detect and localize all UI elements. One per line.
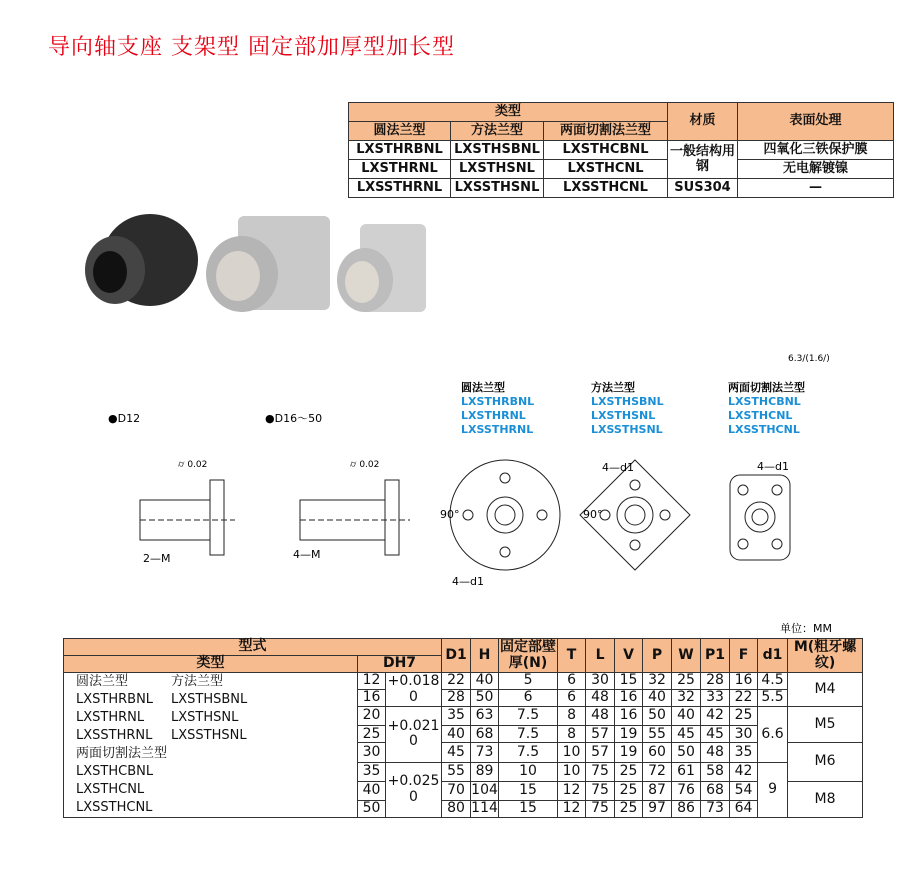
cell: 89: [471, 762, 499, 781]
cell: 25: [730, 707, 758, 726]
cell: 25: [672, 673, 701, 690]
thread-size: M4: [788, 673, 863, 707]
cell: 15: [499, 781, 558, 800]
type-code: 圆法兰型: [76, 674, 129, 689]
cell: 40: [471, 673, 499, 690]
cell: 97: [643, 801, 672, 818]
cell: 7.5: [499, 707, 558, 726]
cell: 19: [615, 726, 643, 743]
cell: 16: [615, 707, 643, 726]
thread-size: M6: [788, 743, 863, 782]
page-title: 导向轴支座 支架型 固定部加厚型加长型: [48, 35, 455, 60]
cell: 8: [558, 707, 586, 726]
cell: 48: [586, 707, 615, 726]
header-form: 型式: [64, 639, 442, 656]
cell: —: [738, 179, 894, 198]
tolerance: +0.018 0: [386, 673, 442, 707]
cell: 32: [643, 673, 672, 690]
code: LXSTHRNL: [461, 409, 526, 422]
header-m: M(粗牙螺纹): [788, 639, 863, 673]
cell: 45: [442, 743, 471, 762]
cell: 22: [442, 673, 471, 690]
header-cut: 两面切割法兰型: [544, 122, 668, 141]
header-type: 类型: [349, 103, 668, 122]
cell: 80: [442, 801, 471, 818]
cell: 40: [643, 690, 672, 707]
type-code: LXSTHRBNL: [76, 692, 154, 707]
hole-d1-label: 4—d1: [757, 460, 789, 473]
cut-codes: [728, 381, 805, 437]
cell: 68: [701, 781, 730, 800]
cell: 104: [471, 781, 499, 800]
cell: 5: [499, 673, 558, 690]
cell: 63: [471, 707, 499, 726]
cell: 30: [586, 673, 615, 690]
cell: 73: [701, 801, 730, 818]
cell: 6: [499, 690, 558, 707]
round-title: 圆法兰型: [461, 381, 505, 394]
cell: 58: [701, 762, 730, 781]
cell: 6: [558, 673, 586, 690]
cell: 16: [730, 673, 758, 690]
cell: 50: [471, 690, 499, 707]
cell: LXSTHRNL: [349, 160, 451, 179]
bore-size: 20: [358, 707, 386, 726]
cell: 48: [586, 690, 615, 707]
side-view-d16: [300, 480, 410, 555]
header-h: H: [471, 639, 499, 673]
cell: 68: [471, 726, 499, 743]
code: LXSTHCBNL: [728, 395, 801, 408]
table-row: [64, 673, 863, 690]
cell: 45: [701, 726, 730, 743]
bore-size: 25: [358, 726, 386, 743]
d1-value: 9: [758, 762, 788, 818]
cell: 10: [499, 762, 558, 781]
unit-label: 单位：MM: [780, 622, 832, 635]
cell: 57: [586, 726, 615, 743]
header-round: 圆法兰型: [349, 122, 451, 141]
code: LXSTHCNL: [728, 409, 793, 422]
type-code: LXSSTHCNL: [76, 800, 153, 815]
cell: 40: [672, 707, 701, 726]
cell: 76: [672, 781, 701, 800]
cell: 15: [499, 801, 558, 818]
header-p: P: [643, 639, 672, 673]
header-p1: P1: [701, 639, 730, 673]
cell: 12: [558, 781, 586, 800]
product-photos: [70, 210, 430, 325]
header-type: 类型: [64, 656, 358, 673]
bore-size: 40: [358, 781, 386, 800]
spec-table: [63, 638, 863, 818]
code: LXSTHSBNL: [591, 395, 664, 408]
cell: 87: [643, 781, 672, 800]
cell: LXSSTHRNL: [349, 179, 451, 198]
flatness-label: ⌭ 0.02: [350, 460, 380, 470]
code: LXSSTHRNL: [461, 423, 534, 436]
header-dh7: DH7: [358, 656, 442, 673]
cell: 16: [615, 690, 643, 707]
header-v: V: [615, 639, 643, 673]
cell: LXSSTHCNL: [544, 179, 668, 198]
cell: LXSTHSNL: [451, 160, 544, 179]
side-view-d12: [140, 480, 235, 555]
type-material-table: [348, 102, 894, 198]
thread-size: M8: [788, 781, 863, 817]
flatness-label: ⌭ 0.02: [178, 460, 208, 470]
cell: 60: [643, 743, 672, 762]
cell: LXSTHRBNL: [349, 141, 451, 160]
cell: 55: [643, 726, 672, 743]
round-flange-photo: [85, 214, 198, 306]
cell: 10: [558, 743, 586, 762]
cell: LXSSTHSNL: [451, 179, 544, 198]
roughness-symbol: 6.3/(1.6/): [788, 354, 830, 364]
hole-2m-label: 2—M: [143, 552, 171, 565]
code: LXSSTHSNL: [591, 423, 663, 436]
type-code: LXSTHCNL: [76, 782, 145, 797]
cell: 45: [672, 726, 701, 743]
bore-size: 35: [358, 762, 386, 781]
type-code: LXSTHSNL: [171, 710, 239, 725]
type-code: LXSSTHRNL: [76, 728, 153, 743]
cell: 42: [730, 762, 758, 781]
cell: 40: [442, 726, 471, 743]
type-code: 两面切割法兰型: [76, 746, 168, 761]
header-d1-hole: d1: [758, 639, 788, 673]
hole-4m-label: 4—M: [293, 548, 321, 561]
type-column-cut: [76, 745, 171, 817]
bore-size: 30: [358, 743, 386, 762]
tolerance: +0.021 0: [386, 707, 442, 763]
cell: 50: [672, 743, 701, 762]
cell: 6: [558, 690, 586, 707]
cell: 8: [558, 726, 586, 743]
cell: 30: [730, 726, 758, 743]
header-t: T: [558, 639, 586, 673]
cell: 35: [442, 707, 471, 726]
cell: LXSTHCBNL: [544, 141, 668, 160]
cut-title: 两面切割法兰型: [728, 381, 805, 394]
type-column-round: [76, 673, 171, 745]
cell: 7.5: [499, 726, 558, 743]
code: LXSSTHCNL: [728, 423, 800, 436]
cell: 22: [730, 690, 758, 707]
type-code: LXSTHRNL: [76, 710, 145, 725]
cell: 四氧化三铁保护膜: [738, 141, 894, 160]
cell: 72: [643, 762, 672, 781]
round-codes: [461, 381, 534, 437]
round-flange-view: [450, 460, 560, 570]
header-l: L: [586, 639, 615, 673]
cell: 19: [615, 743, 643, 762]
cell: 61: [672, 762, 701, 781]
cell: 35: [730, 743, 758, 762]
cut-flange-view: [730, 475, 790, 560]
bore-size: 16: [358, 690, 386, 707]
bore-size: 50: [358, 801, 386, 818]
cell: 55: [442, 762, 471, 781]
header-n: 固定部壁厚(N): [500, 639, 557, 671]
square-flange-photo: [206, 216, 330, 312]
cell: 42: [701, 707, 730, 726]
cell: 48: [701, 743, 730, 762]
cell: 15: [615, 673, 643, 690]
header-d1: D1: [442, 639, 471, 673]
cell: 25: [615, 781, 643, 800]
d1-value: 6.6: [758, 707, 788, 763]
cell: 114: [471, 800, 498, 817]
thread-size: M5: [788, 707, 863, 743]
cell: 70: [442, 781, 471, 800]
type-code: LXSSTHSNL: [171, 728, 247, 743]
cell: 32: [672, 690, 701, 707]
type-list: [64, 673, 358, 818]
cell: 12: [558, 801, 586, 818]
tolerance: +0.025 0: [386, 762, 442, 818]
material-cell: SUS304: [668, 179, 738, 198]
cell: 33: [701, 690, 730, 707]
cell: 73: [471, 743, 499, 762]
cell: 25: [615, 762, 643, 781]
cell: 无电解镀镍: [738, 160, 894, 179]
d16-label: ●D16～50: [265, 412, 323, 425]
square-codes: [591, 381, 664, 437]
type-code: LXSTHCBNL: [76, 764, 154, 779]
type-code: LXSTHSBNL: [171, 692, 248, 707]
cell: 57: [586, 743, 615, 762]
cell: 28: [442, 690, 471, 707]
d1-value: 4.5: [758, 673, 788, 690]
cell: 7.5: [499, 743, 558, 762]
angle-label: 90°: [440, 508, 460, 521]
material-cell: 一般结构用钢: [668, 141, 738, 179]
header-surface: 表面处理: [738, 103, 894, 141]
cell: 54: [730, 781, 758, 800]
header-square: 方法兰型: [451, 122, 544, 141]
cell: 50: [643, 707, 672, 726]
code: LXSTHSNL: [591, 409, 656, 422]
type-column-square: [171, 673, 266, 745]
cell: LXSTHCNL: [544, 160, 668, 179]
type-code: 方法兰型: [171, 674, 224, 689]
hole-d1-label: 4—d1: [452, 575, 484, 588]
cut-flange-photo: [337, 224, 426, 312]
cell: LXSTHSBNL: [451, 141, 544, 160]
header-material: 材质: [668, 103, 738, 141]
d1-value: 5.5: [758, 690, 788, 707]
cell: 10: [558, 762, 586, 781]
header-f: F: [730, 639, 758, 673]
cell: 28: [701, 673, 730, 690]
cell: 25: [615, 801, 643, 818]
cell: 75: [586, 801, 615, 818]
header-w: W: [672, 639, 701, 673]
bore-size: 12: [358, 673, 386, 690]
cell: 86: [672, 801, 701, 818]
cell: 75: [586, 762, 615, 781]
hole-d1-label: 4—d1: [602, 461, 634, 474]
cell: 75: [586, 781, 615, 800]
angle-label: 90°: [583, 508, 603, 521]
d12-label: ●D12: [108, 412, 141, 425]
code: LXSTHRBNL: [461, 395, 535, 408]
cell: 64: [730, 801, 758, 818]
square-title: 方法兰型: [591, 381, 635, 394]
